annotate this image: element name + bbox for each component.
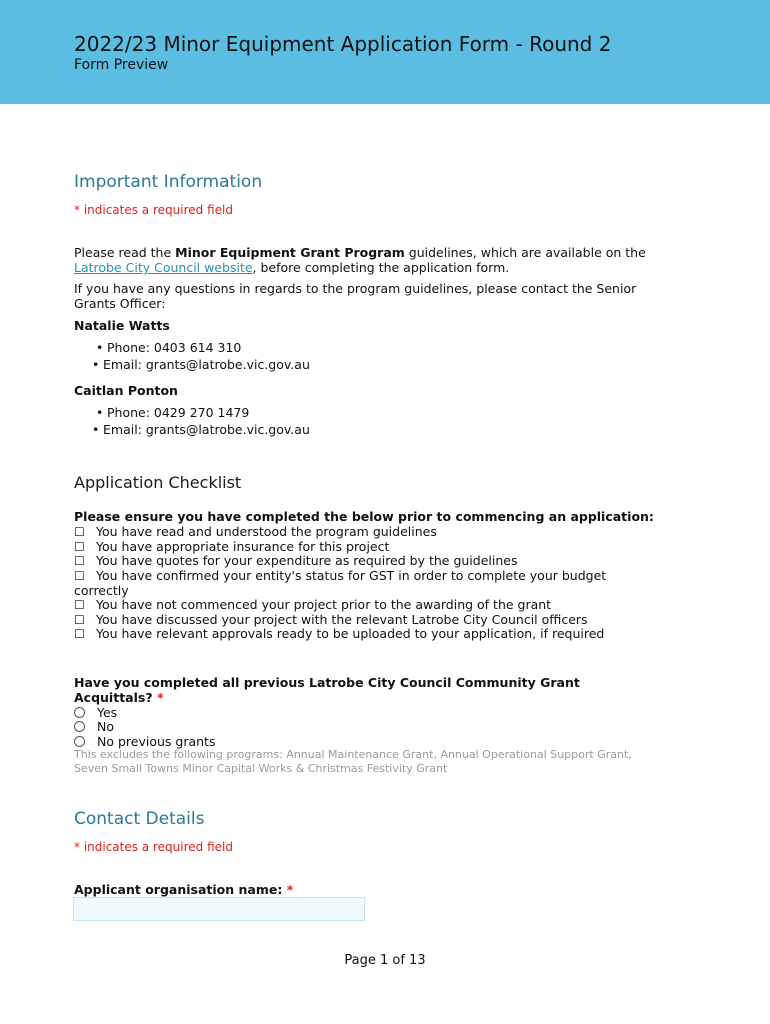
- checklist-item: ☐ You have confirmed your entity's status for GST in order to complete your budget: [74, 568, 607, 583]
- acquittals-help-line2: Seven Small Towns Minor Capital Works & Christmas Festivity Grant: [74, 762, 448, 775]
- radio-button[interactable]: [74, 736, 85, 747]
- questions-paragraph-line1: If you have any questions in regards to the program guidelines, please contact the Senior: [74, 281, 637, 296]
- required-star: *: [286, 882, 294, 897]
- guidelines-paragraph-line1: [74, 245, 646, 260]
- radio-option-yes[interactable]: Yes: [74, 705, 117, 720]
- checklist-item: ☐ You have read and understood the program guidelines: [74, 524, 437, 539]
- form-header: [0, 0, 770, 104]
- organisation-name-input[interactable]: [73, 897, 365, 921]
- checkbox-icon: ☐: [74, 554, 85, 568]
- radio-option-no[interactable]: No: [74, 719, 114, 734]
- checklist-intro: Please ensure you have completed the below prior to commencing an application:: [74, 509, 654, 524]
- checkbox-icon: ☐: [74, 627, 85, 641]
- radio-option-no-previous-grants[interactable]: No previous grants: [74, 734, 215, 749]
- important-information-heading: Important Information: [74, 172, 263, 192]
- contact-phone-caitlan: • Phone: 0429 270 1479: [107, 405, 249, 420]
- checklist-item: ☐ You have not commenced your project prior to the awarding of the grant: [74, 597, 552, 612]
- council-website-link[interactable]: Latrobe City Council website: [74, 260, 253, 275]
- checklist-item-continuation: correctly: [74, 583, 129, 598]
- guidelines-text-prefix: Please read the: [74, 245, 176, 260]
- form-title: 2022/23 Minor Equipment Application Form - Round 2: [74, 32, 612, 56]
- checklist-item: ☐ You have relevant approvals ready to be uploaded to your application, if required: [74, 626, 605, 641]
- acquittals-question-line2: Acquittals? *: [74, 690, 164, 705]
- contact-phone-natalie: • Phone: 0403 614 310: [107, 340, 241, 355]
- contact-details-heading: Contact Details: [74, 809, 205, 829]
- guidelines-paragraph-line2: [74, 260, 509, 275]
- contact-name-caitlan: Caitlan Ponton: [74, 383, 178, 398]
- required-field-note: * indicates a required field: [74, 840, 233, 854]
- acquittals-question-line1: Have you completed all previous Latrobe City Council Community Grant: [74, 675, 580, 690]
- checklist-item: ☐ You have quotes for your expenditure as required by the guidelines: [74, 553, 518, 568]
- guidelines-text-suffix: guidelines, which are available on the: [404, 245, 646, 260]
- contact-email-caitlan: • Email: grants@latrobe.vic.gov.au: [103, 422, 310, 437]
- page-indicator: Page 1 of 13: [344, 953, 426, 968]
- checkbox-icon: ☐: [74, 598, 85, 612]
- program-name: Minor Equipment Grant Program: [175, 245, 405, 260]
- contact-name-natalie: Natalie Watts: [74, 318, 170, 333]
- checklist-item: ☐ You have discussed your project with the relevant Latrobe City Council officers: [74, 612, 588, 627]
- radio-button[interactable]: [74, 707, 85, 718]
- required-star: *: [156, 690, 164, 705]
- required-field-note: * indicates a required field: [74, 203, 233, 217]
- contact-email-natalie: • Email: grants@latrobe.vic.gov.au: [103, 357, 310, 372]
- guidelines-text-end: , before completing the application form.: [252, 260, 510, 275]
- acquittals-help-line1: This excludes the following programs: Annual Maintenance Grant, Annual Operational Support Grant,: [74, 748, 632, 761]
- form-subtitle: Form Preview: [74, 57, 169, 73]
- checkbox-icon: ☐: [74, 525, 85, 539]
- questions-paragraph-line2: Grants Officer:: [74, 296, 166, 311]
- checkbox-icon: ☐: [74, 569, 85, 583]
- application-checklist-heading: Application Checklist: [74, 473, 242, 492]
- organisation-name-label: Applicant organisation name: *: [74, 882, 294, 897]
- checkbox-icon: ☐: [74, 540, 85, 554]
- radio-button[interactable]: [74, 721, 85, 732]
- checklist-item: ☐ You have appropriate insurance for this project: [74, 539, 390, 554]
- checkbox-icon: ☐: [74, 613, 85, 627]
